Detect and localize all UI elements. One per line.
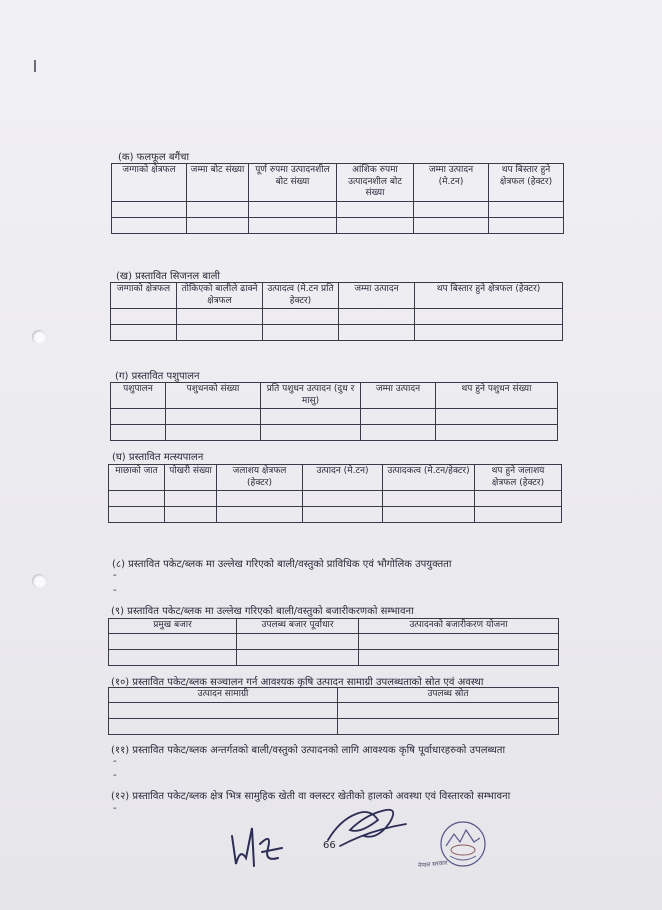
table-row	[111, 409, 558, 425]
signature-left	[222, 818, 292, 876]
column-header: पूर्ण रुपमा उत्पादनशील बोट संख्या	[249, 164, 337, 202]
section-b-title: (ख) प्रस्तावित सिजनल बाली	[116, 271, 221, 282]
section-c-table	[110, 382, 558, 441]
item-11-text: (११) प्रस्तावित पकेट/ब्लक अन्तर्गतको बाली/वस्तुको उत्पादनको लागि आवश्यक कृषि पूर्वाधारहरुको उपलब्धता	[111, 745, 506, 756]
section-a-table	[111, 163, 564, 234]
column-header: पशुधनको संख्या	[166, 383, 261, 409]
section-d-title: (घ) प्रस्तावित मत्स्यपालन	[112, 452, 204, 463]
column-header: थप हुने जलाशय क्षेत्रफल (हेक्टर)	[475, 465, 562, 491]
seal-text: नेपाल सरकार	[417, 859, 448, 870]
section-c-title: (ग) प्रस्तावित पशुपालन	[115, 371, 200, 382]
table-header-row	[111, 283, 563, 309]
section-b-table	[110, 282, 563, 341]
column-header: पशुपालन	[111, 383, 166, 409]
page-number: 66	[323, 840, 336, 851]
column-header: थप बिस्तार हुने क्षेत्रफल (हेक्टर)	[415, 283, 563, 309]
item-8-dash: -	[113, 570, 117, 581]
table-row	[112, 218, 564, 234]
table-row	[109, 649, 559, 665]
column-header: जग्गाको क्षेत्रफल	[111, 283, 177, 309]
table-row	[109, 507, 562, 523]
section-d-table	[108, 464, 562, 523]
column-header: प्रमुख बजार	[109, 619, 237, 634]
column-header: उत्पादत्व (मे.टन प्रति हेक्टर)	[263, 283, 339, 309]
edge-mark	[34, 60, 36, 72]
column-header: उत्पादन सामाग्री	[109, 688, 338, 703]
column-header: जम्मा उत्पादन (मे.टन)	[414, 164, 489, 202]
item-9-text: (९) प्रस्तावित पकेट/ब्लक मा उल्लेख गरिएको बाली/वस्तुको बजारीकरणको सम्भावना	[111, 606, 414, 617]
punch-hole-bottom	[32, 574, 46, 588]
table-row	[111, 325, 563, 341]
column-header: उत्पादन (मे.टन)	[303, 465, 383, 491]
table-row	[109, 491, 562, 507]
table-row	[112, 202, 564, 218]
item-10-table	[108, 687, 559, 735]
item-10-text: (१०) प्रस्तावित पकेट/ब्लक सञ्चालन गर्न आवश्यक कृषि उत्पादन सामाग्री उपलब्धताको स्रोत एवं अवस्था	[111, 677, 484, 688]
item-11-dash: -	[113, 756, 117, 767]
item-12-dash: -	[113, 803, 117, 814]
table-row	[109, 718, 559, 734]
section-a-title: (क) फलफूल बगैंचा	[118, 152, 190, 163]
column-header: थप हुने पशुधन संख्या	[436, 383, 558, 409]
column-header: तोकिएको बालीले ढाक्ने क्षेत्रफल	[177, 283, 263, 309]
table-row	[109, 633, 559, 649]
column-header: माछाको जात	[109, 465, 165, 491]
item-12-text: (१२) प्रस्तावित पकेट/ब्लक क्षेत्र भित्र सामुहिक खेती वा क्लस्टर खेतीको हालको अवस्था एवं विस्तारको सम्भावना	[111, 791, 511, 802]
column-header: उत्पादकत्व (मे.टन/हेक्टर)	[383, 465, 475, 491]
column-header: जम्मा उत्पादन	[339, 283, 415, 309]
column-header: उपलब्ध स्रोत	[338, 688, 559, 703]
column-header: प्रति पशुधन उत्पादन (दुध र मासु)	[261, 383, 361, 409]
table-header-row	[111, 383, 558, 409]
column-header: जम्मा बोट संख्या	[187, 164, 249, 202]
column-header: पोखरी संख्या	[165, 465, 217, 491]
column-header: जलाशय क्षेत्रफल (हेक्टर)	[217, 465, 303, 491]
punch-hole-top	[32, 330, 46, 344]
item-9-table	[108, 618, 559, 666]
column-header: थप बिस्तार हुने क्षेत्रफल (हेक्टर)	[489, 164, 564, 202]
table-header-row	[109, 619, 559, 634]
column-header: आंशिक रुपमा उत्पादनशील बोट संख्या	[337, 164, 414, 202]
column-header: जग्गाको क्षेत्रफल	[112, 164, 187, 202]
item-8-dash: -	[113, 585, 117, 596]
table-row	[111, 425, 558, 441]
table-row	[111, 309, 563, 325]
table-row	[109, 702, 559, 718]
table-header-row	[109, 465, 562, 491]
item-11-dash: -	[113, 770, 117, 781]
column-header: उत्पादनको बजारीकरण योजना	[359, 619, 559, 634]
column-header: जम्मा उत्पादन	[361, 383, 436, 409]
table-header-row	[109, 688, 559, 703]
column-header: उपलब्ध बजार पूर्वाधार	[237, 619, 359, 634]
item-8-text: (८) प्रस्तावित पकेट/ब्लक मा उल्लेख गरिएको बाली/वस्तुको प्राविधिक एवं भौगोलिक उपयुक्तता	[112, 559, 452, 570]
table-header-row	[112, 164, 564, 202]
signature-middle	[320, 800, 412, 852]
